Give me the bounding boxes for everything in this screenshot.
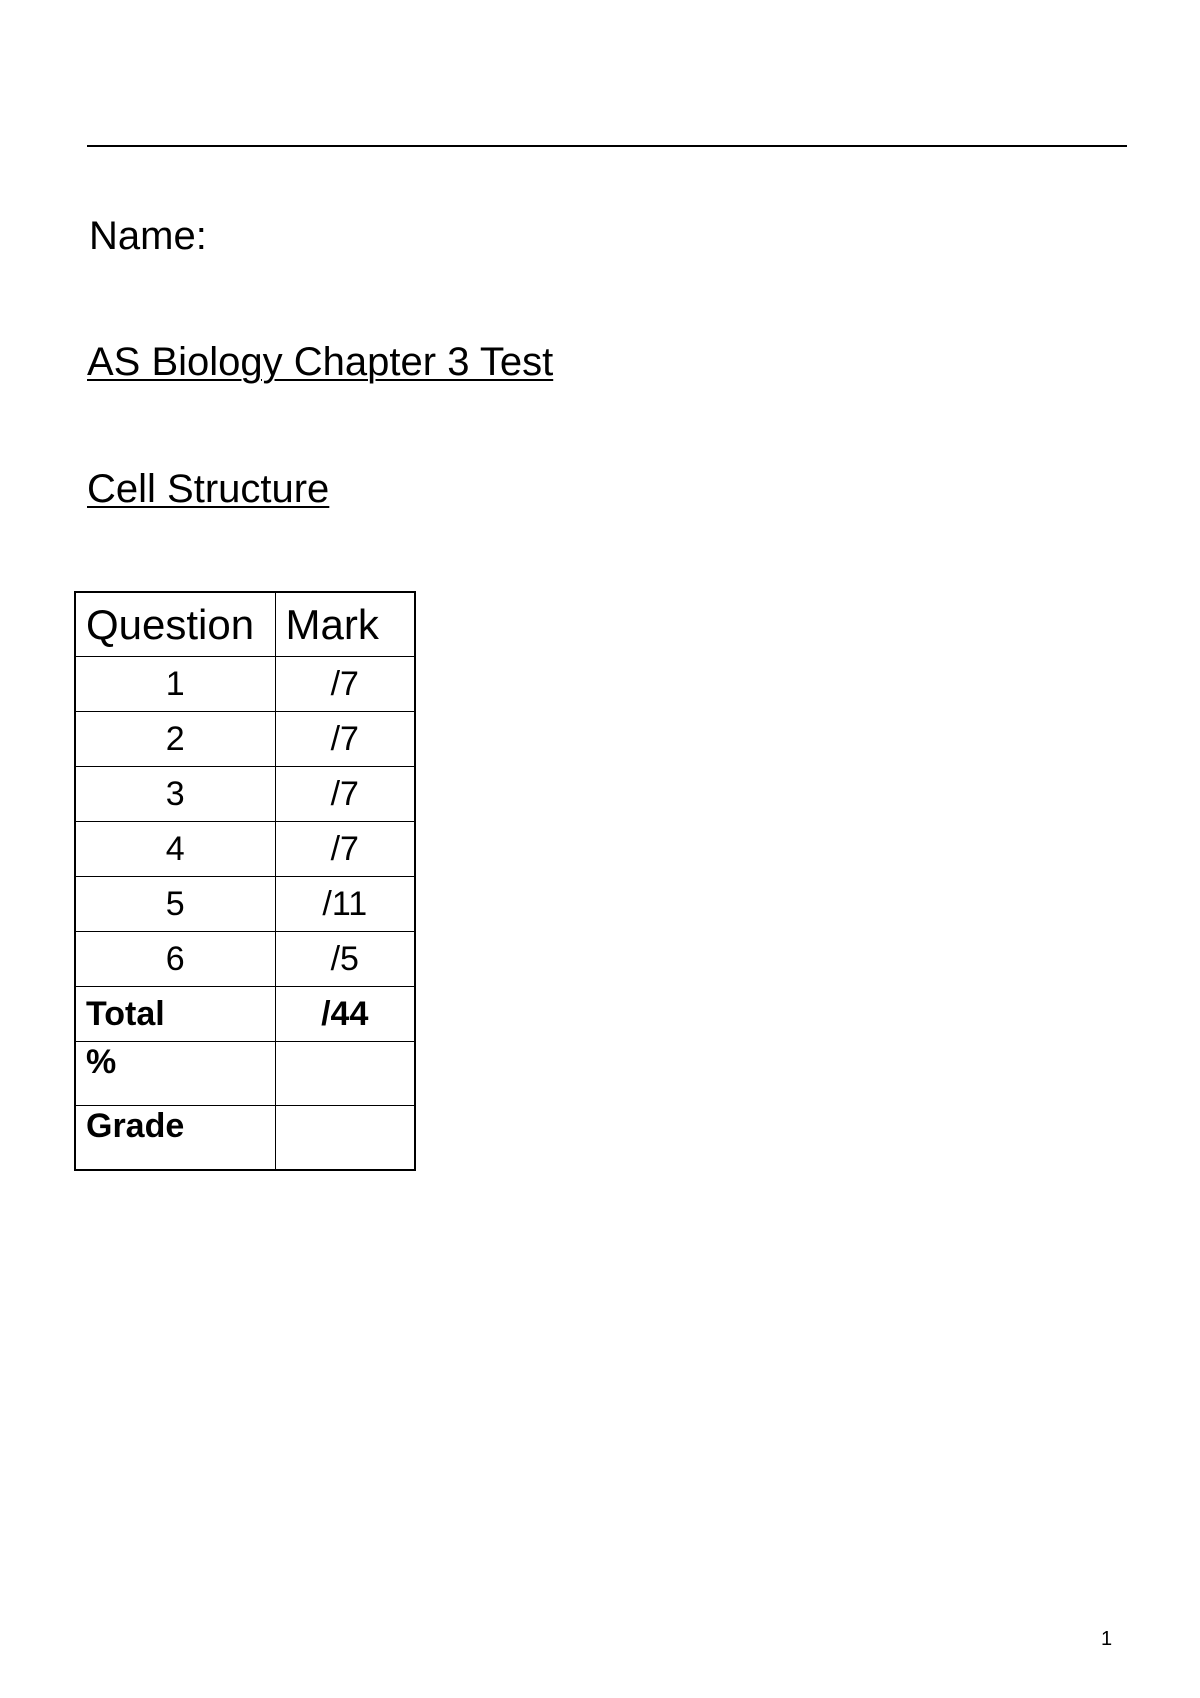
- percent-row: [75, 1042, 415, 1106]
- question-number: 3: [75, 767, 275, 822]
- question-mark: /5: [275, 932, 415, 987]
- table-row: [75, 767, 415, 822]
- question-number: 5: [75, 877, 275, 932]
- percent-value-cell: [275, 1042, 415, 1106]
- question-column-header: Question: [75, 592, 275, 657]
- table-row: [75, 712, 415, 767]
- table-header-row: [75, 592, 415, 657]
- question-mark: /7: [275, 767, 415, 822]
- question-mark: /7: [275, 822, 415, 877]
- name-label: Name:: [89, 214, 207, 258]
- question-number: 4: [75, 822, 275, 877]
- test-subtitle: Cell Structure: [87, 467, 330, 511]
- test-title: AS Biology Chapter 3 Test: [87, 340, 554, 384]
- question-mark: /11: [275, 877, 415, 932]
- question-number: 1: [75, 657, 275, 712]
- total-label: Total: [75, 987, 275, 1042]
- total-mark: /44: [275, 987, 415, 1042]
- question-mark: /7: [275, 712, 415, 767]
- question-number: 6: [75, 932, 275, 987]
- mark-column-header: Mark: [275, 592, 415, 657]
- grade-row: [75, 1106, 415, 1171]
- percent-label: %: [75, 1042, 275, 1106]
- question-mark: /7: [275, 657, 415, 712]
- question-number: 2: [75, 712, 275, 767]
- table-row: [75, 932, 415, 987]
- table-row: [75, 657, 415, 712]
- marks-table: [74, 591, 416, 1171]
- top-rule: [87, 145, 1127, 147]
- total-row: [75, 987, 415, 1042]
- grade-value-cell: [275, 1106, 415, 1171]
- page-number: 1: [1101, 1628, 1113, 1650]
- table-row: [75, 822, 415, 877]
- grade-label: Grade: [75, 1106, 275, 1171]
- table-row: [75, 877, 415, 932]
